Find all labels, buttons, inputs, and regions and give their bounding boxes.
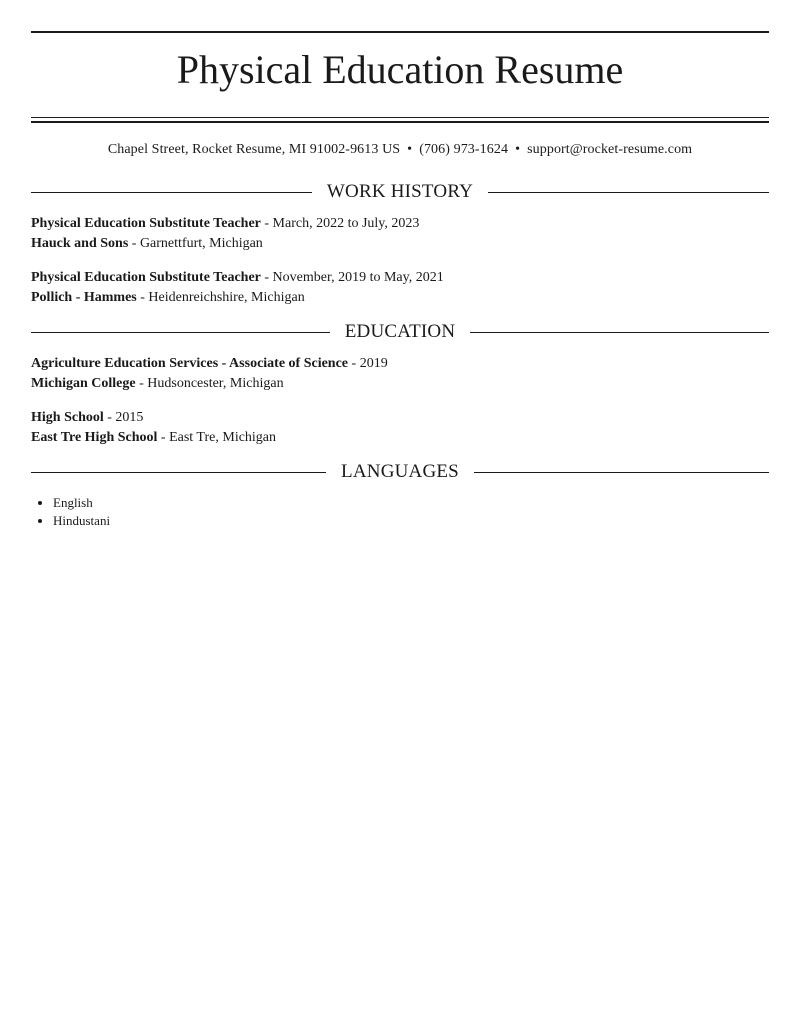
job-title: Physical Education Substitute Teacher	[31, 216, 261, 231]
degree-name: High School	[31, 410, 104, 425]
job-dates: - March, 2022 to July, 2023	[260, 216, 420, 231]
contact-phone: (706) 973-1624	[419, 142, 509, 157]
contact-address: Chapel Street, Rocket Resume, MI 91002-9613 US	[107, 142, 401, 157]
education-entry	[31, 354, 769, 394]
contact-line	[31, 140, 769, 160]
work-entry	[31, 268, 769, 308]
contact-separator: •	[515, 142, 521, 157]
school-name: Michigan College	[31, 376, 136, 391]
company-name: Hauck and Sons	[31, 236, 129, 251]
section-heading-work	[31, 180, 769, 204]
list-item: • Hindustani	[53, 512, 769, 530]
section-title-work: WORK HISTORY	[326, 181, 474, 202]
section-title-education: EDUCATION	[344, 321, 456, 342]
list-item: • English	[53, 494, 769, 512]
job-title: Physical Education Substitute Teacher	[31, 270, 261, 285]
top-rule	[31, 31, 769, 33]
section-title-languages: LANGUAGES	[341, 461, 459, 482]
degree-year: - 2015	[103, 410, 144, 425]
contact-separator: •	[407, 142, 413, 157]
contact-email: support@rocket-resume.com	[527, 142, 693, 157]
company-name: Pollich - Hammes	[31, 290, 137, 305]
education-entry	[31, 408, 769, 448]
degree-name: Agriculture Education Services - Associate of Science	[31, 356, 349, 371]
work-entry	[31, 214, 769, 254]
languages-list	[31, 494, 769, 530]
degree-year: - 2019	[348, 356, 388, 371]
page-title: Physical Education Resume	[176, 47, 624, 92]
title-double-rule	[31, 117, 769, 123]
company-location: - Garnettfurt, Michigan	[128, 236, 263, 251]
heading-rule-right	[488, 192, 769, 193]
job-dates: - November, 2019 to May, 2021	[260, 270, 444, 285]
company-location: - Heidenreichshire, Michigan	[136, 290, 305, 305]
heading-rule-right	[474, 472, 769, 473]
heading-rule-right	[470, 332, 769, 333]
section-heading-languages	[31, 460, 769, 484]
section-heading-education	[31, 320, 769, 344]
school-location: - Hudsoncester, Michigan	[135, 376, 284, 391]
heading-rule-left	[31, 192, 312, 193]
school-name: East Tre High School	[31, 430, 158, 445]
school-location: - East Tre, Michigan	[157, 430, 277, 445]
heading-rule-left	[31, 472, 326, 473]
heading-rule-left	[31, 332, 330, 333]
resume-page	[31, 31, 769, 530]
